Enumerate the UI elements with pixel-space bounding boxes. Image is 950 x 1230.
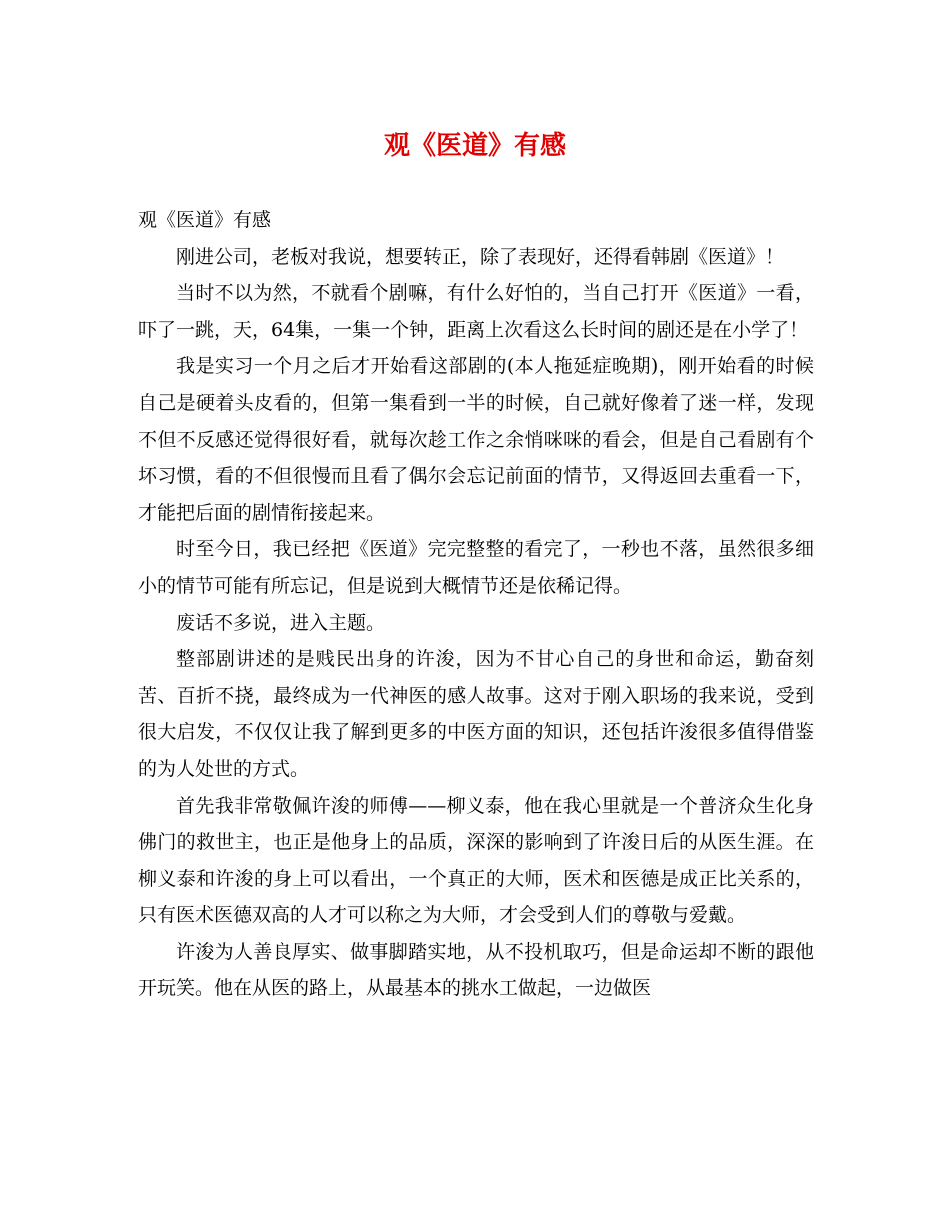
document-body xyxy=(138,202,814,1007)
document-title: 观《医道》有感 xyxy=(383,131,566,161)
paragraph-1: 刚进公司，老板对我说，想要转正，除了表现好，还得看韩剧《医道》！ xyxy=(176,245,785,268)
paragraph-7: 首先我非常敬佩许浚的师傅——柳义泰，他在我心里就是一个普济众生化身佛门的救世主，也正是他身上的品质，深深的影响到了许浚日后的从医生涯。在柳义泰和许浚的身上可以看出，一个真正的大师，医术和医德是成正比关系的，只有医术医德双高的人才可以称之为大师，才会受到人们的尊敬与爱戴。 xyxy=(138,794,814,927)
paragraph-3: 我是实习一个月之后才开始看这部剧的(本人拖延症晚期)，刚开始看的时候自己是硬着头皮看的，但第一集看到一半的时候，自己就好像着了迷一样，发现不但不反感还觉得很好看，就每次趁工作之余悄咪咪的看会，但是自己看剧有个坏习惯，看的不但很慢而且看了偶尔会忘记前面的情节，又得返回去重看一下，才能把后面的剧情衔接起来。 xyxy=(138,355,814,524)
paragraph-8: 许浚为人善良厚实、做事脚踏实地，从不投机取巧，但是命运却不断的跟他开玩笑。他在从医的路上，从最基本的挑水工做起，一边做医 xyxy=(138,940,814,1000)
document-subtitle: 观《医道》有感 xyxy=(138,209,272,231)
paragraph-4: 时至今日，我已经把《医道》完完整整的看完了，一秒也不落，虽然很多细小的情节可能有所忘记，但是说到大概情节还是依稀记得。 xyxy=(138,538,814,597)
paragraph-2: 当时不以为然，不就看个剧嘛，有什么好怕的，当自己打开《医道》一看，吓了一跳，天，64集，一集一个钟，距离上次看这么长时间的剧还是在小学了！ xyxy=(138,282,814,341)
paragraph-6: 整部剧讲述的是贱民出身的许浚，因为不甘心自己的身世和命运，勤奋刻苦、百折不挠，最终成为一代神医的感人故事。这对于刚入职场的我来说，受到很大启发，不仅仅让我了解到更多的中医方面的知识，还包括许浚很多值得借鉴的为人处世的方式。 xyxy=(138,648,814,780)
paragraph-5: 废话不多说，进入主题。 xyxy=(176,611,386,634)
